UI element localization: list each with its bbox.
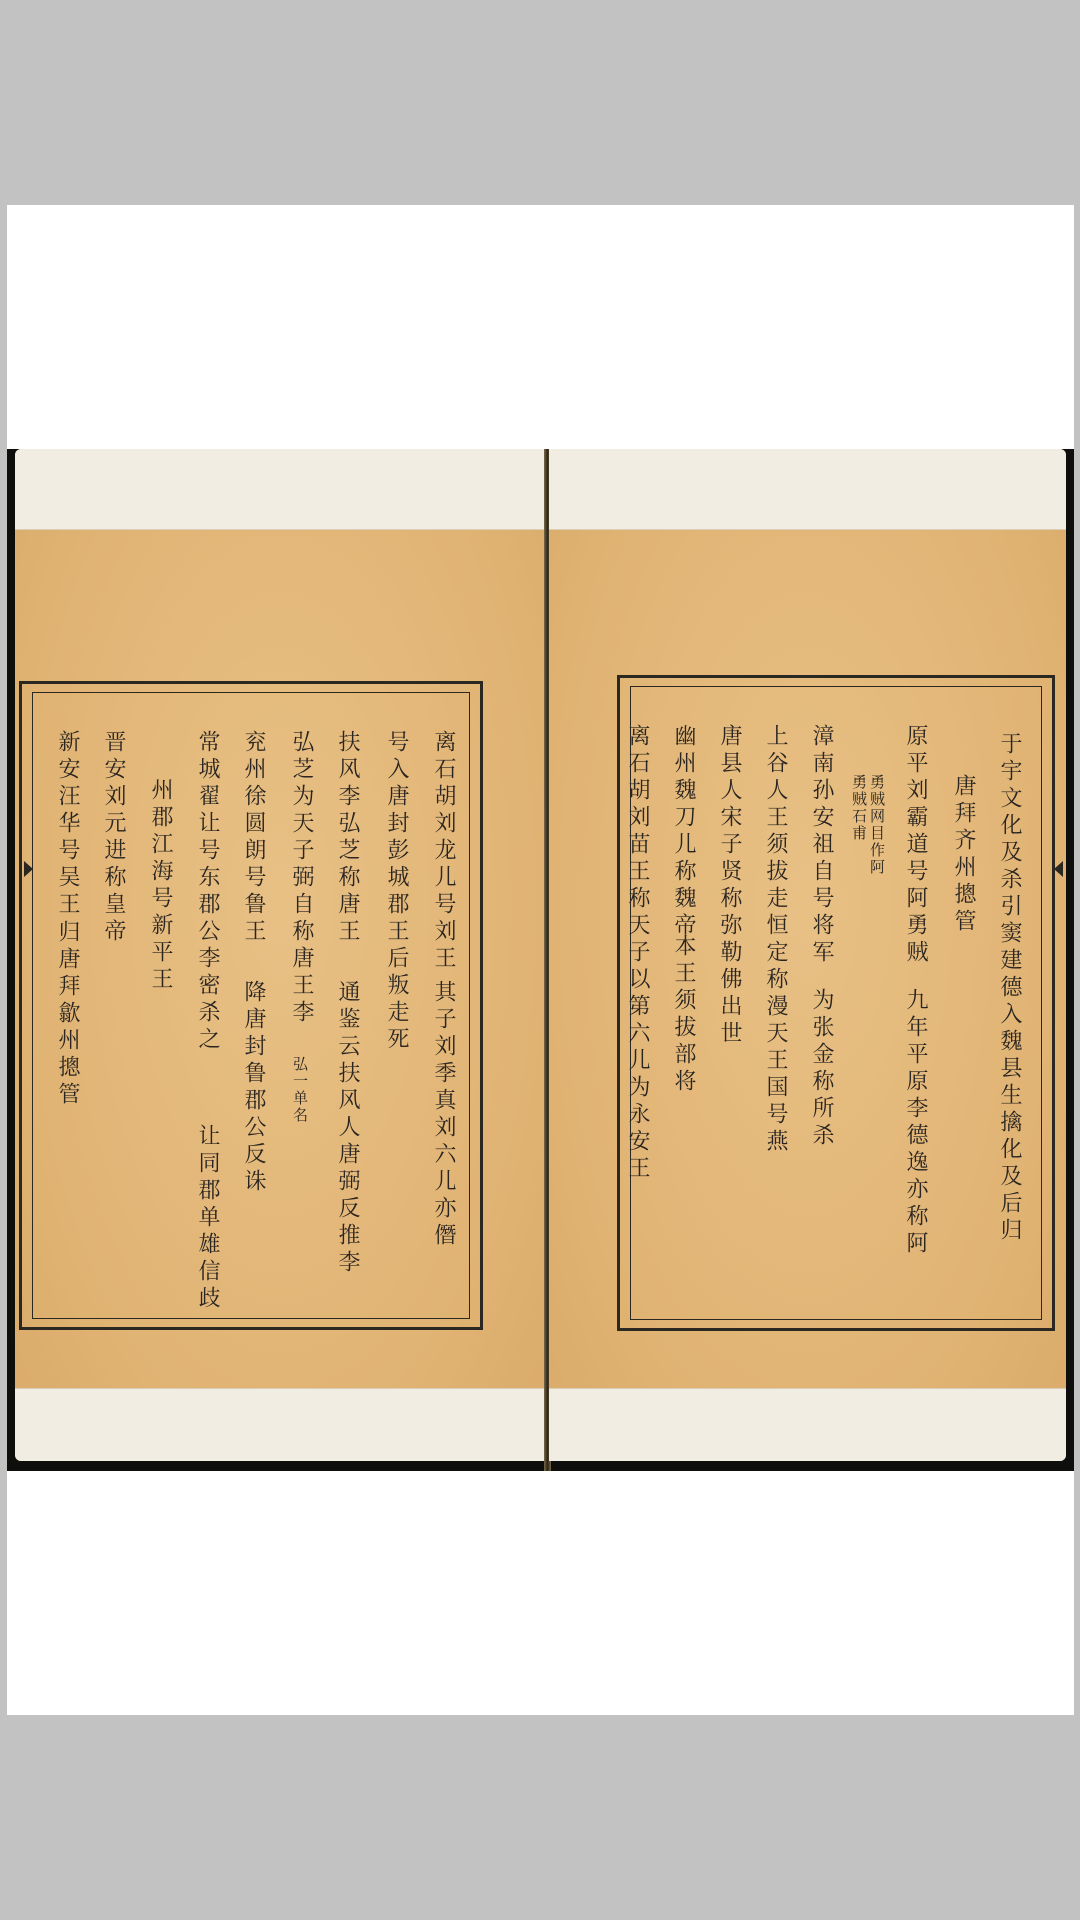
text-column: 让同郡单雄信歧 — [195, 1124, 220, 1313]
text-column: 于宇文化及杀引窦建德入魏县生擒化及后归 — [997, 732, 1022, 1245]
left-page-top-margin — [15, 449, 546, 530]
text-column: 为张金称所杀 — [809, 988, 834, 1150]
text-column: 九年平原李德逸亦称阿 — [903, 988, 928, 1258]
text-column: 离石胡刘龙儿号刘王 — [431, 730, 456, 973]
text-column: 唐拜齐州摠管 — [951, 774, 976, 936]
text-column: 唐县人宋子贤称弥勒佛出世 — [717, 724, 742, 1048]
text-column-annotation: 勇贼石甫 — [850, 774, 868, 842]
text-column: 新安汪华号吴王 — [55, 730, 80, 919]
text-column: 归唐拜歙州摠管 — [55, 920, 80, 1109]
text-column: 幽州魏刀儿称魏帝 — [671, 724, 696, 940]
text-column: 上谷人王须拔走恒定称漫天王国号燕 — [763, 724, 788, 1156]
text-column: 其子刘季真刘六儿亦僭 — [431, 980, 456, 1250]
right-page-top-margin — [549, 449, 1066, 530]
text-column: 本王须拔部将 — [671, 934, 696, 1096]
text-column: 通鉴云扶风人唐弼反推李 — [335, 980, 360, 1277]
text-column: 晋安刘元进称皇帝 — [101, 730, 126, 946]
left-page-bottom-margin — [15, 1388, 546, 1461]
text-column: 原平刘霸道号阿勇贼 — [903, 724, 928, 967]
text-column: 号入唐封彭城郡王后叛走死 — [384, 730, 409, 1054]
text-column: 离石胡刘苗王称天子以第六儿为永安王 — [625, 724, 650, 1183]
text-column: 兖州徐圆朗号鲁王 — [241, 730, 266, 946]
text-column-annotation: 勇贼网目作阿 — [868, 774, 886, 876]
text-column-annotation: 弘一单名 — [291, 1056, 309, 1124]
page-tab-marker — [24, 861, 33, 877]
page-tab-marker — [1054, 861, 1063, 877]
text-column: 州郡江海号新平王 — [148, 778, 173, 994]
text-column: 常城翟让号东郡公李密杀之 — [195, 730, 220, 1054]
book-scan — [7, 449, 1074, 1471]
left-page — [15, 449, 546, 1461]
right-page — [549, 449, 1066, 1461]
text-column: 弘芝为天子弼自称唐王李 — [289, 730, 314, 1027]
left-page-text-frame — [19, 681, 483, 1330]
text-column: 扶风李弘芝称唐王 — [335, 730, 360, 946]
right-page-bottom-margin — [549, 1388, 1066, 1461]
text-column: 降唐封鲁郡公反诛 — [241, 980, 266, 1196]
right-page-text-frame — [617, 675, 1055, 1331]
text-column: 漳南孙安祖自号将军 — [809, 724, 834, 967]
